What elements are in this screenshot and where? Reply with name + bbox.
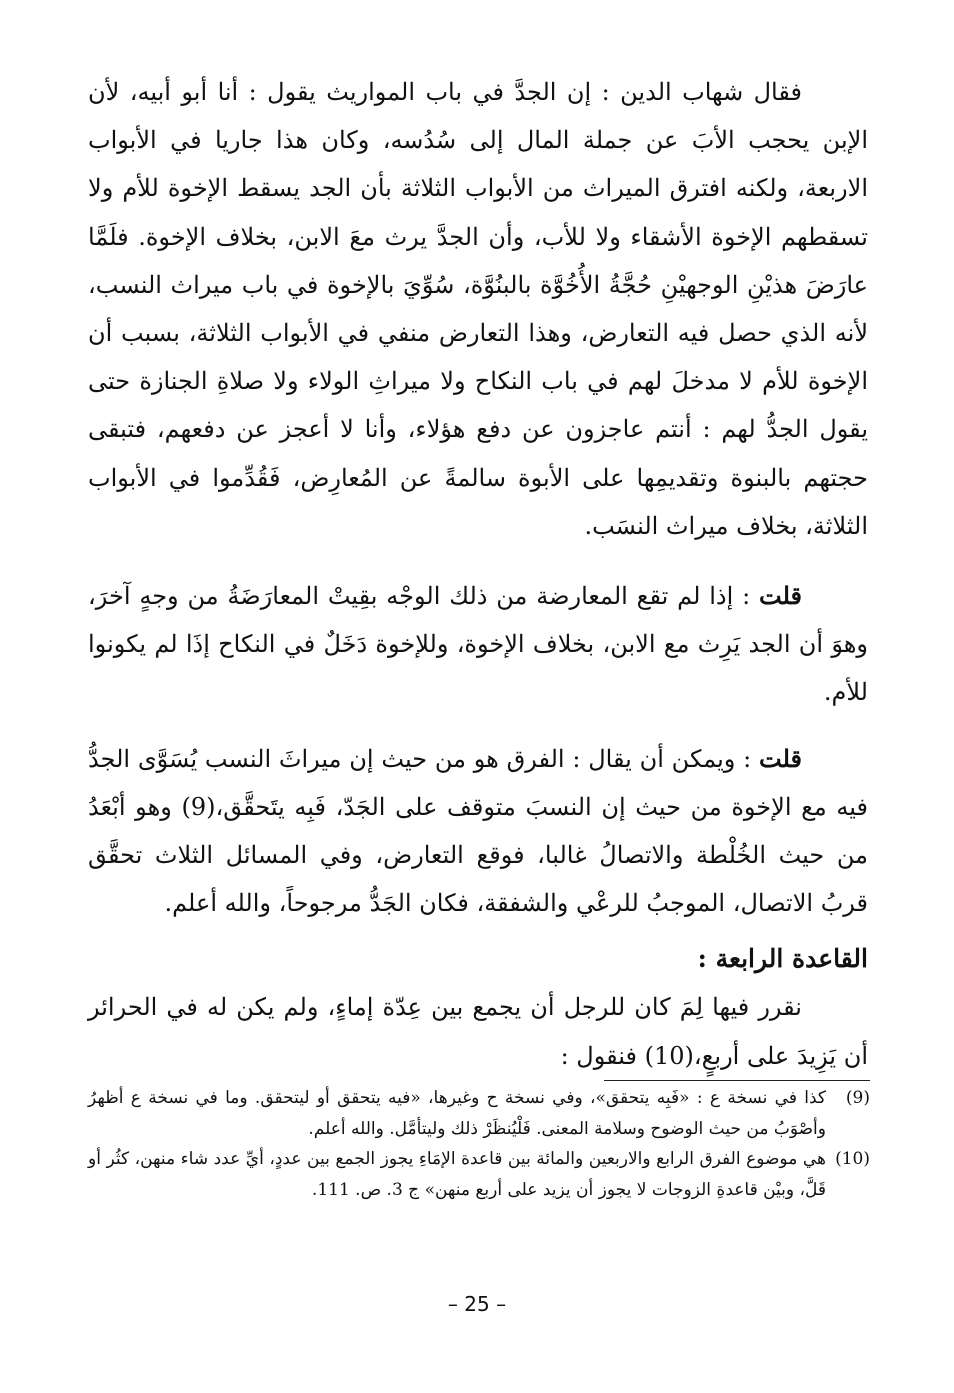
footnote-text: كذا في نسخة ع : «فَبِه يتحقق»، وفي نسخة ح وغيرها، «فيه يتحقق أو ليتحقق. وما في نسخة ع أظهرُ وأصْوَبُ من حيث الوضوح وسلامة المعنى. فَلْيُنظَرْ ذلك وليتأمَّل. والله أعلم.: [88, 1088, 826, 1139]
footnote-number: (10): [835, 1149, 870, 1169]
section-heading: القاعدة الرابعة :: [697, 944, 868, 974]
paragraph-1: فقال شهاب الدين : إن الجدَّ في باب المواريث يقول : أنا أبو أبيه، لأن الإبن يحجب الأبَ عن جملة المال إلى سُدُسه، وكان هذا جاريا في الأبواب الاربعة، ولكنه افترق الميراث من الأبواب الثلاثة بأن الجد يسقط الإخوة للأم ولا تسقطهم الإخوة الأشقاء ولا للأب، وأن الجدَّ يرث معَ الابن، بخلاف الإخوة. فلَمَّا عارَضَ هذيْنِ الوجهيْنِ حُجَّةُ الأُخُوَّة بالبنُوَّة، سُوِّيَ بالإخوة في باب ميراث النسب، لأنه الذي حصل فيه التعارض، وهذا التعارض منفي في الأبواب الثلاثة، بسبب أن الإخوة للأم لا مدخلَ لهم في باب النكاح ولا ميراثِ الولاء ولا صلاةِ الجنازة حتى يقول الجدُّ لهم : أنتم عاجزون عن دفع هؤلاء، وأنا لا أعجز عن دفعهم، فتبقى حجتهم بالبنوة وتقديمِها على الأبوة سالمةً عن المُعارِض، فَقُدِّموا في الأبواب الثلاثة، بخلاف ميراث النسَب.: [88, 78, 869, 540]
paragraph-3-lead: قلت: [759, 743, 802, 773]
paragraph-2-lead: قلت: [759, 581, 802, 611]
footnotes: [88, 1083, 870, 1205]
footnote-number: (9): [845, 1088, 870, 1108]
paragraph-4: نقرر فيها لِمَ كان للرجل أن يجمع بين عِدّة إماءٍ، ولم يكن له في الحرائر أن يَزِيدَ على أربعٍ،(10) فنقول :: [88, 993, 868, 1070]
footnote-text: هي موضوع الفرق الرابع والاربعين والمائة بين قاعدة الإمَاءِ يجوز الجمع بين عددٍ، أيِّ عدد شاء منهن، كثُر أو قَلَّ، وبيْن قاعدةِ الزوجات لا يجوز أن يزيد على أربع منهن» ج 3. ص. 111.: [88, 1149, 826, 1200]
paragraph-3-body: : ويمكن أن يقال : الفرق هو من حيث إن ميراثَ النسب يُسَوَّى الجدُّ فيه مع الإخوة من حيث إن النسبَ متوقف على الجَدّ، فَبِه يتَحقَّق،(9) وهو أبْعَدُ من حيث الخُلْطة والاتصالُ غالبا، فوقع التعارض، وفي المسائل الثلاث تحقَّق قربُ الاتصال، الموجبُ للرعْي والشفقة، فكان الجَدُّ مرجوحاً، والله أعلم.: [88, 744, 868, 918]
page-number: – 25 –: [447, 1292, 507, 1316]
paragraph-2-body: : إذا لم تقع المعارضة من ذلك الوجْه بقِيتْ المعارَضَةُ من وجهٍ آخرَ، وهوَ أن الجد يَرِث مع الابن، بخلاف الإخوة، وللإخوة دَخَلٌ في النكاح إذَا لم يكونوا للأم.: [88, 582, 868, 707]
paragraph-2: [88, 572, 868, 717]
footnote-10: [88, 1144, 870, 1205]
footnote-9: [88, 1083, 870, 1144]
paragraph-3: [88, 735, 868, 928]
footnote-divider: [604, 1080, 870, 1081]
main-text: [88, 68, 868, 1080]
